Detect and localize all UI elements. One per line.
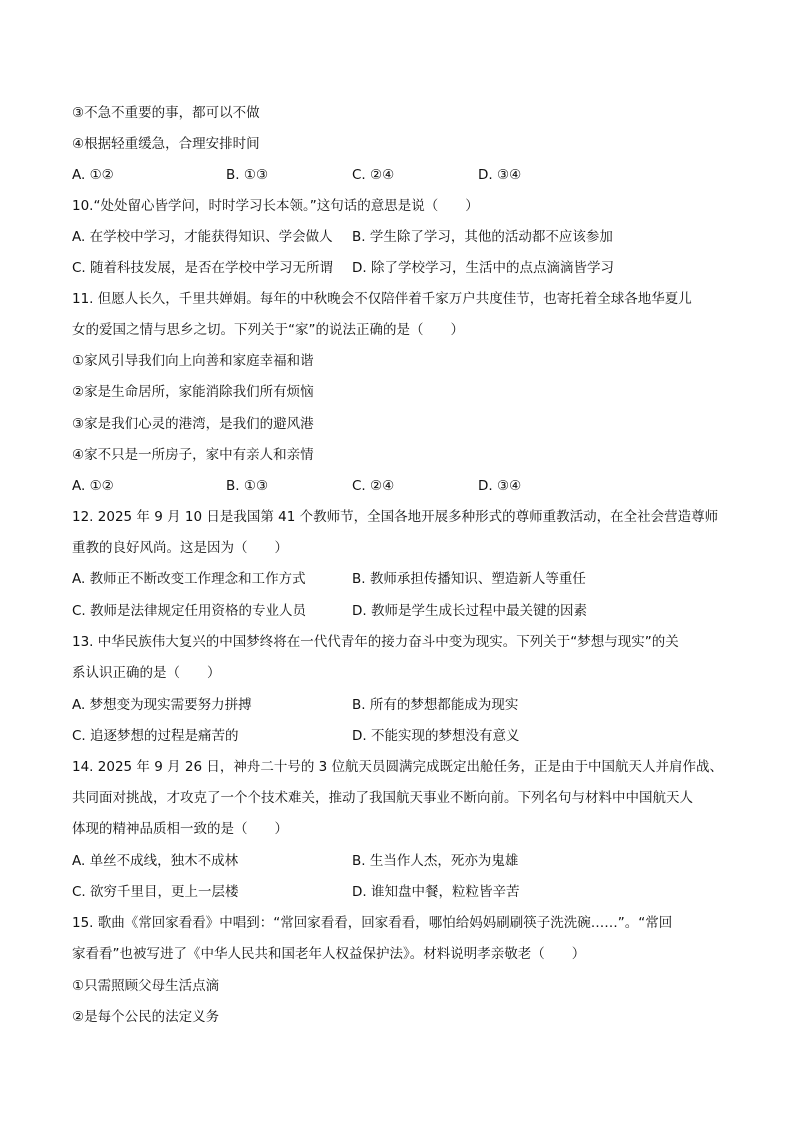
q11-item-3: ③家是我们心灵的港湾，是我们的避风港 xyxy=(72,416,314,432)
q9-option-b[interactable]: B. ①③ xyxy=(226,167,269,183)
q14-stem-line-2: 共同面对挑战，才攻克了一个个技术难关，推动了我国航天事业不断向前。下列名句与材料中中国航天人 xyxy=(72,790,693,806)
q14-option-a[interactable]: A. 单丝不成线，独木不成林 xyxy=(72,853,239,869)
q9-item-4: ④根据轻重缓急，合理安排时间 xyxy=(72,136,260,152)
q13-option-b[interactable]: B. 所有的梦想都能成为现实 xyxy=(352,697,519,713)
q11-item-2: ②家是生命居所，家能消除我们所有烦恼 xyxy=(72,384,314,400)
q12-option-a[interactable]: A. 教师正不断改变工作理念和工作方式 xyxy=(72,571,306,587)
q9-item-3: ③不急不重要的事，都可以不做 xyxy=(72,105,260,121)
q11-option-d[interactable]: D. ③④ xyxy=(478,478,522,494)
q14-option-d[interactable]: D. 谁知盘中餐，粒粒皆辛苦 xyxy=(352,884,520,900)
q11-item-4: ④家不只是一所房子，家中有亲人和亲情 xyxy=(72,447,314,463)
q13-stem-line-1: 13. 中华民族伟大复兴的中国梦终将在一代代青年的接力奋斗中变为现实。下列关于“梦想与现实”的关 xyxy=(72,634,679,650)
q15-stem-line-2: 家看看”也被写进了《中华人民共和国老年人权益保护法》。材料说明孝亲敬老（ ） xyxy=(72,946,586,962)
q10-option-b[interactable]: B. 学生除了学习，其他的活动都不应该参加 xyxy=(352,229,613,245)
q11-item-1: ①家风引导我们向上向善和家庭幸福和谐 xyxy=(72,353,314,369)
q11-option-c[interactable]: C. ②④ xyxy=(352,478,395,494)
q11-stem-line-2: 女的爱国之情与思乡之切。下列关于“家”的说法正确的是（ ） xyxy=(72,322,464,338)
q15-stem-line-1: 15. 歌曲《常回家看看》中唱到：“常回家看看，回家看看，哪怕给妈妈刷刷筷子洗洗碗……”。“常回 xyxy=(72,915,673,931)
q11-stem-line-1: 11. 但愿人长久，千里共婵娟。每年的中秋晚会不仅陪伴着千家万户共度佳节，也寄托着全球各地华夏儿 xyxy=(72,291,692,307)
q12-option-c[interactable]: C. 教师是法律规定任用资格的专业人员 xyxy=(72,603,307,619)
q10-option-d[interactable]: D. 除了学校学习，生活中的点点滴滴皆学习 xyxy=(352,260,614,276)
q13-option-a[interactable]: A. 梦想变为现实需要努力拼搏 xyxy=(72,697,252,713)
q10-option-c[interactable]: C. 随着科技发展，是否在学校中学习无所谓 xyxy=(72,260,334,276)
q15-item-1: ①只需照顾父母生活点滴 xyxy=(72,978,220,994)
q13-stem-line-2: 系认识正确的是（ ） xyxy=(72,665,221,681)
q9-option-c[interactable]: C. ②④ xyxy=(352,167,395,183)
q12-option-d[interactable]: D. 教师是学生成长过程中最关键的因素 xyxy=(352,603,587,619)
q11-option-b[interactable]: B. ①③ xyxy=(226,478,269,494)
q13-option-d[interactable]: D. 不能实现的梦想没有意义 xyxy=(352,728,520,744)
q12-stem-line-2: 重教的良好风尚。这是因为（ ） xyxy=(72,540,288,556)
q10-option-a[interactable]: A. 在学校中学习，才能获得知识、学会做人 xyxy=(72,229,333,245)
q15-item-2: ②是每个公民的法定义务 xyxy=(72,1009,220,1025)
q9-option-d[interactable]: D. ③④ xyxy=(478,167,522,183)
q14-stem-line-1: 14. 2025 年 9 月 26 日，神舟二十号的 3 位航天员圆满完成既定出舱任务，正是由于中国航天人并肩作战、 xyxy=(72,759,724,775)
q14-option-b[interactable]: B. 生当作人杰，死亦为鬼雄 xyxy=(352,853,519,869)
q14-stem-line-3: 体现的精神品质相一致的是（ ） xyxy=(72,821,288,837)
q11-option-a[interactable]: A. ①② xyxy=(72,478,114,494)
q10-stem: 10.“处处留心皆学问，时时学习长本领。”这句话的意思是说（ ） xyxy=(72,198,479,214)
q13-option-c[interactable]: C. 追逐梦想的过程是痛苦的 xyxy=(72,728,239,744)
q14-option-c[interactable]: C. 欲穷千里目，更上一层楼 xyxy=(72,884,239,900)
q12-stem-line-1: 12. 2025 年 9 月 10 日是我国第 41 个教师节，全国各地开展多种形式的尊师重教活动，在全社会营造尊师 xyxy=(72,509,719,525)
q12-option-b[interactable]: B. 教师承担传播知识、塑造新人等重任 xyxy=(352,571,586,587)
q9-option-a[interactable]: A. ①② xyxy=(72,167,114,183)
